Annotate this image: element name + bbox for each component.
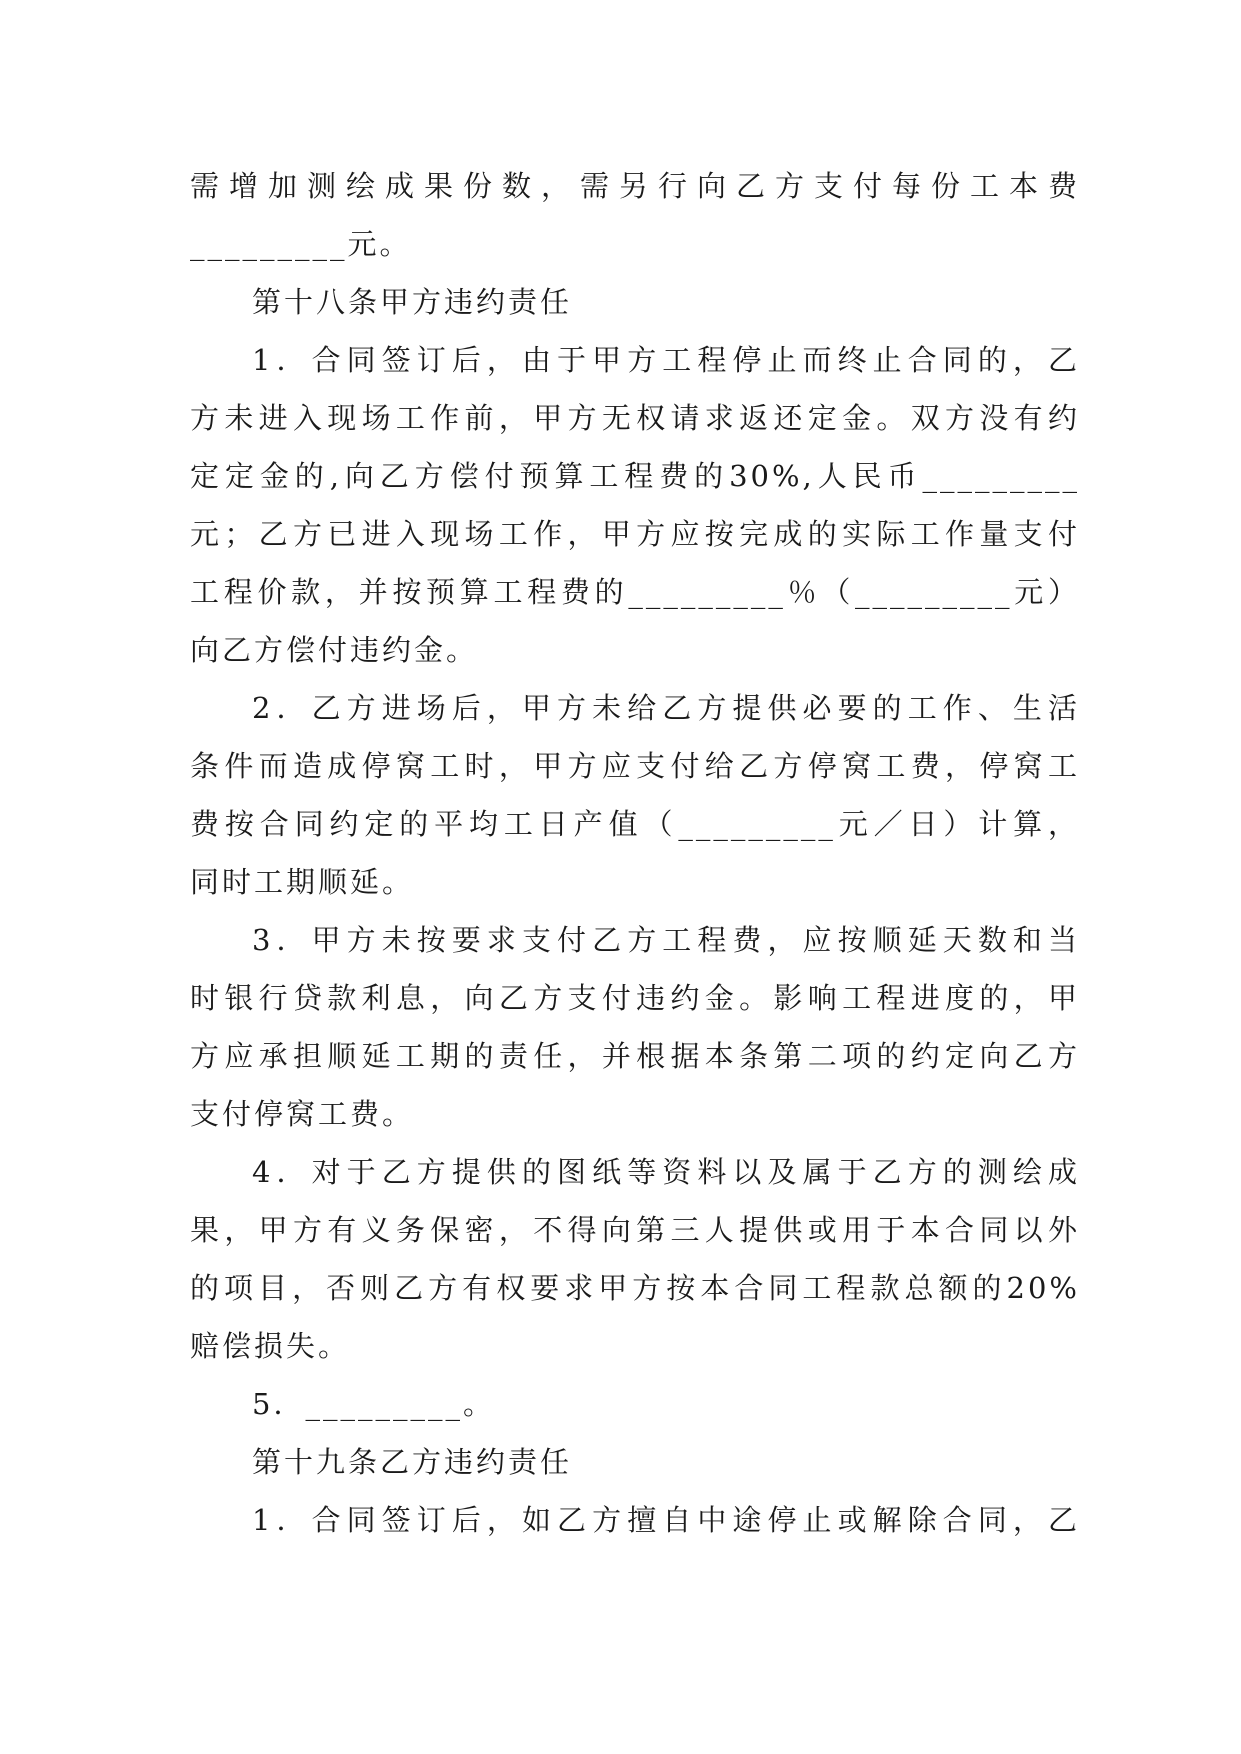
text-line: 第十九条乙方违约责任 — [252, 1445, 573, 1479]
text-line: 第十八条甲方违约责任 — [252, 285, 573, 319]
text-line: 时银行贷款利息，向乙方支付违约金。影响工程进度的，甲 — [190, 981, 1080, 1015]
text-line: _________元。 — [190, 227, 412, 261]
document-body — [190, 157, 1080, 1549]
text-line: 方应承担顺延工期的责任，并根据本条第二项的约定向乙方 — [190, 1039, 1080, 1073]
text-line: 工程价款，并按预算工程费的_________％（_________元） — [190, 575, 1080, 609]
text-line: 条件而造成停窝工时，甲方应支付给乙方停窝工费，停窝工 — [190, 749, 1080, 783]
text-line: 需增加测绘成果份数，需另行向乙方支付每份工本费 — [190, 169, 1080, 203]
text-line: 赔偿损失。 — [190, 1329, 351, 1363]
text-line: 元；乙方已进入现场工作，甲方应按完成的实际工作量支付 — [190, 517, 1080, 551]
text-line: 向乙方偿付违约金。 — [190, 633, 479, 667]
text-line: 1．合同签订后，如乙方擅自中途停止或解除合同，乙 — [252, 1503, 1080, 1537]
text-line: 费按合同约定的平均工日产值（_________元／日）计算， — [190, 807, 1080, 841]
text-line: 5．_________。 — [252, 1387, 495, 1421]
text-line: 3．甲方未按要求支付乙方工程费，应按顺延天数和当 — [252, 923, 1080, 957]
text-line: 支付停窝工费。 — [190, 1097, 415, 1131]
text-line: 2．乙方进场后，甲方未给乙方提供必要的工作、生活 — [252, 691, 1080, 725]
text-line: 定定金的,向乙方偿付预算工程费的30%,人民币_________ — [190, 459, 1080, 493]
text-line: 1．合同签订后，由于甲方工程停止而终止合同的，乙 — [252, 343, 1080, 377]
text-line: 果，甲方有义务保密，不得向第三人提供或用于本合同以外 — [190, 1213, 1080, 1247]
text-line: 方未进入现场工作前，甲方无权请求返还定金。双方没有约 — [190, 401, 1080, 435]
text-line: 的项目，否则乙方有权要求甲方按本合同工程款总额的20% — [190, 1271, 1080, 1305]
text-line: 同时工期顺延。 — [190, 865, 415, 899]
text-line: 4．对于乙方提供的图纸等资料以及属于乙方的测绘成 — [252, 1155, 1080, 1189]
